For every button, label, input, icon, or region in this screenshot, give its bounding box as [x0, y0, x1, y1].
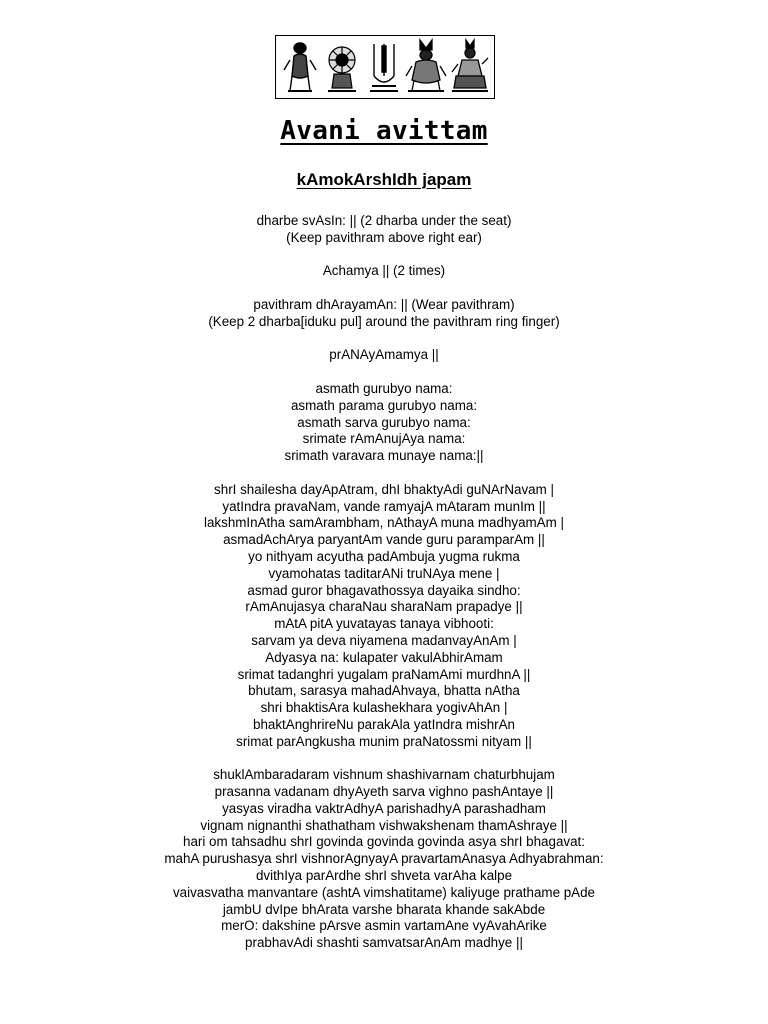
text-line: bhutam, sarasya mahadAhvaya, bhatta nAtha — [248, 683, 520, 699]
page-title: Avani avittam — [280, 116, 488, 146]
text-line: shrI shailesha dayApAtram, dhI bhaktyAdi guNArNavam | — [214, 481, 554, 497]
text-line: dharbe svAsIn: || (2 dharba under the seat) — [256, 213, 512, 228]
guru-salutations — [0, 381, 768, 465]
text-line: yo nithyam acyutha padAmbuja yugma rukma — [248, 548, 520, 564]
achamya-instruction — [0, 263, 768, 280]
text-line: Adyasya na: kulapater vakulAbhirAmam — [265, 649, 503, 665]
text-line: bhaktAnghrireNu parakAla yatIndra mishrAn — [253, 716, 515, 732]
deity-figures-icon — [276, 36, 493, 97]
text-line: (Keep pavithram above right ear) — [286, 229, 482, 245]
text-line: srimate rAmAnujAya nama: — [302, 431, 466, 447]
text-line: dvithIya parArdhe shrI shveta varAha kalpe — [255, 868, 513, 884]
text-line: prANAyAmamya || — [329, 347, 439, 363]
text-line: yasyas viradha vaktrAdhyA parishadhyA parashadham — [222, 800, 546, 816]
taniyan-verses — [0, 482, 768, 751]
text-line: asmadAchArya paryantAm vande guru paramparAm || — [223, 532, 545, 548]
text-line: srimat parAngkusha munim praNatossmi nityam || — [236, 733, 532, 749]
text-line: srimat tadanghri yugalam praNamAmi murdhnA || — [237, 666, 531, 682]
text-line: merO: dakshine pArsve asmin vartamAne vyAvahArike — [221, 918, 547, 934]
text-line: (Keep 2 dharba[iduku pul] around the pavithram ring finger) — [208, 313, 560, 329]
document-body — [0, 213, 768, 952]
sankalpam-verses — [0, 767, 768, 952]
text-line: vaivasvatha manvantare (ashtA vimshatitame) kaliyuge prathame pAde — [172, 884, 596, 900]
text-line: sarvam ya deva niyamena madanvayAnAm | — [251, 632, 517, 648]
text-line: vyamohatas taditarANi truNAya mene | — [268, 565, 500, 581]
deity-emblem — [275, 35, 495, 99]
text-line: mAtA pitA yuvatayas tanaya vibhooti: — [274, 616, 494, 632]
pranayama-instruction — [0, 347, 768, 364]
text-line: asmath gurubyo nama: — [315, 380, 453, 396]
text-line: srimath varavara munaye nama:|| — [284, 448, 484, 464]
text-line: asmad guror bhagavathossya dayaika sindho: — [247, 582, 521, 598]
text-line: asmath parama gurubyo nama: — [290, 397, 478, 413]
text-line: hari om tahsadhu shrI govinda govinda govinda asya shrI bhagavat: — [183, 834, 585, 850]
pavithram-instructions — [0, 297, 768, 331]
seat-instructions — [0, 213, 768, 247]
text-line: jambU dvIpe bhArata varshe bharata khande sakAbde — [222, 901, 546, 917]
text-line: shri bhaktisAra kulashekhara yogivAhAn | — [260, 700, 508, 716]
text-line: shuklAmbaradaram vishnum shashivarnam chaturbhujam — [213, 767, 555, 783]
text-line: mahA purushasya shrI vishnorAgnyayA pravartamAnasya Adhyabrahman: — [164, 851, 604, 867]
page-subtitle: kAmokArshIdh japam — [296, 170, 472, 189]
text-line: vignam nignanthi shathatham vishwakshenam thamAshraye || — [200, 817, 568, 833]
text-line: rAmAnujasya charaNau sharaNam prapadye || — [245, 599, 523, 615]
text-line: lakshmInAtha samArambham, nAthayA muna madhyamAm | — [204, 515, 564, 531]
text-line: pavithram dhArayamAn: || (Wear pavithram) — [253, 296, 515, 312]
text-line: yatIndra pravaNam, vande ramyajA mAtaram munIm || — [222, 498, 546, 514]
text-line: Achamya || (2 times) — [322, 263, 446, 279]
text-line: asmath sarva gurubyo nama: — [297, 414, 471, 430]
text-line: prabhavAdi shashti samvatsarAnAm madhye || — [245, 935, 523, 951]
text-line: prasanna vadanam dhyAyeth sarva vighno pashAntaye || — [214, 784, 554, 800]
